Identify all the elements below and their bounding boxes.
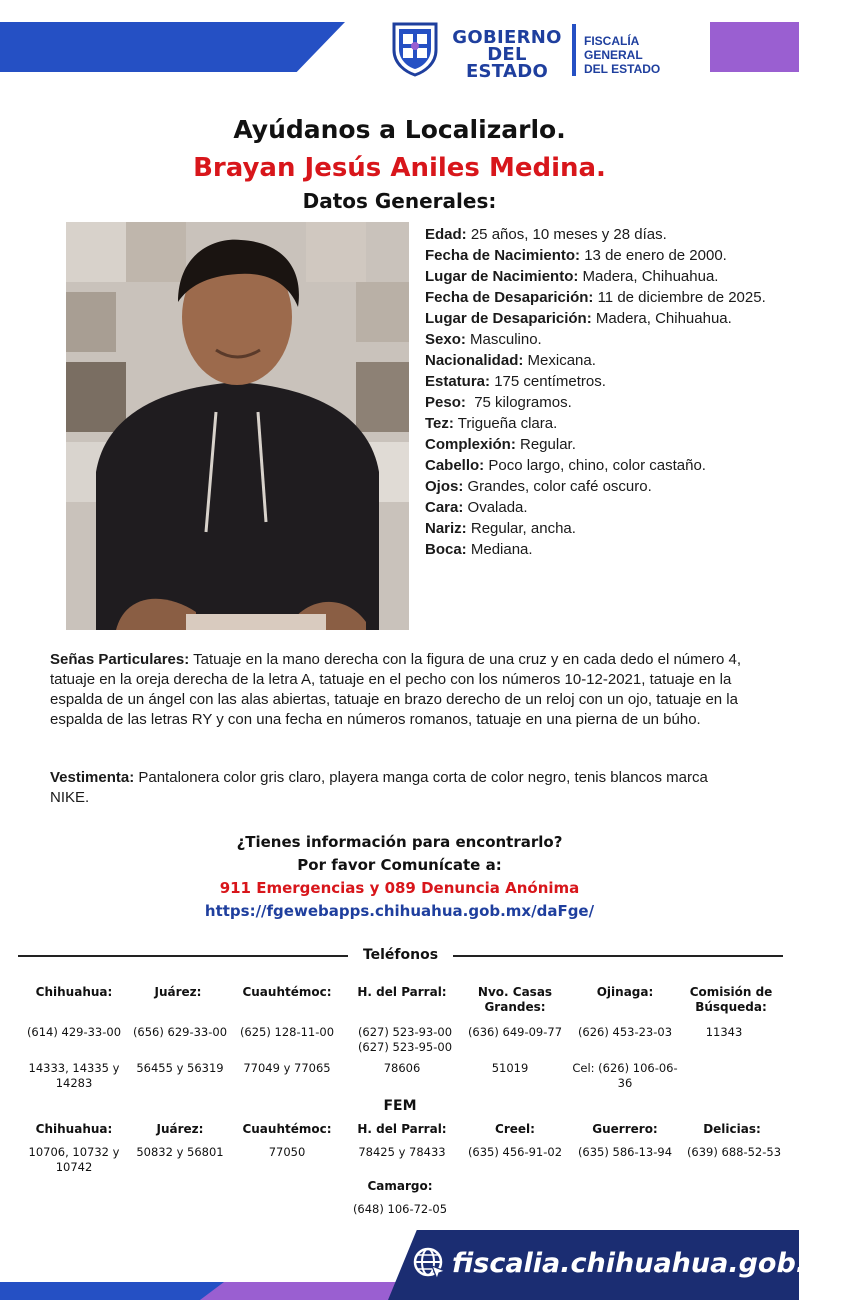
- senas-text: Tatuaje en la mano derecha con la figura de una cruz y en cada dedo el número 4, tatuaje en la oreja derecha de la letra A, tatuaje en el pecho con los números 10-12-2021, tatuaje en la espalda de un ángel con las alas abiertas, tatuaje en brazo derecho de un reloj con un ojo, tatuaje en la espalda de las letras RY y con una fecha en números romanos, tatuaje en una pierna de un búho.: [50, 651, 742, 728]
- government-logo: [390, 20, 680, 82]
- data-label: Ojos:: [425, 478, 464, 495]
- telefonos-title: Teléfonos: [362, 947, 439, 963]
- tel-ext-cuauhtemoc: 77049 y 77065: [243, 1061, 331, 1075]
- contact-question: ¿Tienes información para encontrarlo?: [236, 833, 563, 851]
- data-value: Madera, Chihuahua.: [591, 310, 732, 327]
- fem-value-creel: (635) 456-91-02: [467, 1145, 563, 1159]
- tel-ext-ojinaga: Cel: (626) 106-06-36: [572, 1061, 678, 1090]
- fem-value-delicias: (639) 688-52-53: [686, 1145, 782, 1159]
- globe-cursor-icon: [412, 1246, 448, 1282]
- data-label: Nacionalidad:: [425, 352, 524, 369]
- data-label: Boca:: [425, 541, 467, 558]
- del-estado-label: DEL ESTADO: [465, 44, 549, 82]
- data-label: Complexión:: [425, 436, 516, 453]
- data-value: 175 centímetros.: [490, 373, 606, 390]
- emergency-numbers: 911 Emergencias y 089 Denuncia Anónima: [219, 879, 580, 897]
- data-label: Cabello:: [425, 457, 485, 474]
- data-row-complexion: [425, 434, 775, 455]
- fiscalia-text: [584, 34, 684, 76]
- data-value: Madera, Chihuahua.: [578, 268, 719, 285]
- vestimenta-text: Pantalonera color gris claro, playera manga corta de color negro, tenis blancos marca NIKE.: [50, 769, 708, 806]
- photo-illustration: [66, 222, 409, 630]
- data-value: 13 de enero de 2000.: [580, 247, 727, 264]
- tel-city-parral: H. del Parral:: [357, 985, 447, 999]
- data-row-ojos: [425, 476, 775, 497]
- tel-city-juarez: Juárez:: [154, 985, 202, 999]
- senas-label: Señas Particulares:: [50, 651, 190, 668]
- data-row-fecha-nacimiento: [425, 245, 775, 266]
- tel-city-casas-grandes: Nvo. Casas Grandes:: [477, 985, 553, 1014]
- data-row-edad: [425, 224, 775, 245]
- data-value: Masculino.: [465, 331, 542, 348]
- data-label: Nariz:: [425, 520, 467, 537]
- header-purple-band: [710, 22, 799, 72]
- data-label: Sexo:: [425, 331, 466, 348]
- fem-value-chihuahua: 10706, 10732 y 10742: [28, 1145, 120, 1174]
- gobierno-label: GOBIERNO: [452, 27, 562, 48]
- data-row-cabello: [425, 455, 775, 476]
- missing-person-photo: [66, 222, 409, 630]
- data-value: Regular, ancha.: [466, 520, 576, 537]
- tel-ext-chihuahua: 14333, 14335 y 14283: [28, 1061, 120, 1090]
- tel-ext-casas-grandes: 51019: [491, 1061, 529, 1075]
- missing-person-name: Brayan Jesús Aniles Medina.: [193, 153, 606, 183]
- website-url[interactable]: fiscalia.chihuahua.gob.mx: [452, 1248, 852, 1279]
- header-blue-band: [0, 22, 345, 72]
- tel-phone-parral: (627) 523-93-00 (627) 523-95-00: [357, 1025, 453, 1054]
- tel-city-ojinaga: Ojinaga:: [596, 985, 654, 999]
- tel-ext-parral: 78606: [383, 1061, 421, 1075]
- fem-city-chihuahua: Chihuahua:: [35, 1122, 113, 1136]
- fem-city-parral: H. del Parral:: [357, 1122, 447, 1136]
- clothing: [50, 768, 750, 808]
- data-value: 75 kilogramos.: [465, 394, 572, 411]
- data-row-cara: [425, 497, 775, 518]
- tel-city-cuauhtemoc: Cuauhtémoc:: [242, 985, 332, 999]
- data-row-sexo: [425, 329, 775, 350]
- fem-city-delicias: Delicias:: [703, 1122, 761, 1136]
- state-shield-icon: [390, 20, 440, 76]
- fem-value-cuauhtemoc: 77050: [268, 1145, 306, 1159]
- data-value: 11 de diciembre de 2025.: [593, 289, 766, 306]
- fiscalia-line2: DEL ESTADO: [584, 62, 661, 76]
- data-value: Mexicana.: [523, 352, 596, 369]
- data-label: Estatura:: [425, 373, 491, 390]
- data-row-lugar-desaparicion: [425, 308, 775, 329]
- tel-ext-juarez: 56455 y 56319: [136, 1061, 224, 1075]
- tel-city-chihuahua: Chihuahua:: [35, 985, 113, 999]
- data-row-estatura: [425, 371, 775, 392]
- fiscalia-line1: FISCALÍA GENERAL: [584, 34, 643, 62]
- contact-request: Por favor Comunícate a:: [297, 856, 502, 874]
- fem-value-parral: 78425 y 78433: [358, 1145, 446, 1159]
- fem-value-juarez: 50832 y 56801: [136, 1145, 224, 1159]
- divider-right: [453, 955, 783, 957]
- data-value: 25 años, 10 meses y 28 días.: [466, 226, 667, 243]
- fem-city-cuauhtemoc: Cuauhtémoc:: [242, 1122, 332, 1136]
- fem-city-creel: Creel:: [495, 1122, 535, 1136]
- data-row-boca: [425, 539, 775, 560]
- data-label: Cara:: [425, 499, 464, 516]
- vestimenta-label: Vestimenta:: [50, 769, 135, 786]
- section-title: Datos Generales:: [302, 189, 497, 213]
- data-value: Poco largo, chino, color castaño.: [484, 457, 706, 474]
- fem-title: FEM: [383, 1098, 417, 1114]
- data-label: Tez:: [425, 415, 454, 432]
- data-row-peso: [425, 392, 775, 413]
- data-row-fecha-desaparicion: [425, 287, 775, 308]
- data-value: Mediana.: [466, 541, 533, 558]
- data-label: Peso:: [425, 394, 466, 411]
- general-data-list: [425, 224, 775, 560]
- fem-value-guerrero: (635) 586-13-94: [577, 1145, 673, 1159]
- tel-phone-casas-grandes: (636) 649-09-77: [467, 1025, 563, 1039]
- tel-phone-ojinaga: (626) 453-23-03: [577, 1025, 673, 1039]
- tel-phone-cuauhtemoc: (625) 128-11-00: [239, 1025, 335, 1039]
- tel-phone-chihuahua: (614) 429-33-00: [26, 1025, 122, 1039]
- data-label: Fecha de Desaparición:: [425, 289, 594, 306]
- data-label: Lugar de Nacimiento:: [425, 268, 579, 285]
- data-value: Ovalada.: [463, 499, 528, 516]
- data-value: Trigueña clara.: [453, 415, 558, 432]
- data-label: Lugar de Desaparición:: [425, 310, 592, 327]
- distinguishing-marks: [50, 650, 750, 730]
- data-value: Grandes, color café oscuro.: [463, 478, 652, 495]
- data-label: Fecha de Nacimiento:: [425, 247, 581, 264]
- data-row-nacionalidad: [425, 350, 775, 371]
- data-row-tez: [425, 413, 775, 434]
- tel-phone-comision: 11343: [705, 1025, 743, 1039]
- data-row-lugar-nacimiento: [425, 266, 775, 287]
- fem-city-guerrero: Guerrero:: [592, 1122, 658, 1136]
- data-row-nariz: [425, 518, 775, 539]
- gobierno-del-estado-text: [448, 29, 566, 80]
- tel-phone-juarez: (656) 629-33-00: [132, 1025, 228, 1039]
- fem-city-camargo: Camargo:: [367, 1179, 433, 1193]
- data-value: Regular.: [515, 436, 576, 453]
- report-link[interactable]: https://fgewebapps.chihuahua.gob.mx/daFge/: [204, 902, 595, 920]
- data-label: Edad:: [425, 226, 467, 243]
- tel-city-comision: Comisión de Búsqueda:: [689, 985, 773, 1014]
- fem-value-camargo: (648) 106-72-05: [352, 1202, 448, 1216]
- divider-left: [18, 955, 348, 957]
- page-title: Ayúdanos a Localizarlo.: [233, 115, 566, 144]
- logo-divider: [572, 24, 576, 76]
- fem-city-juarez: Juárez:: [156, 1122, 204, 1136]
